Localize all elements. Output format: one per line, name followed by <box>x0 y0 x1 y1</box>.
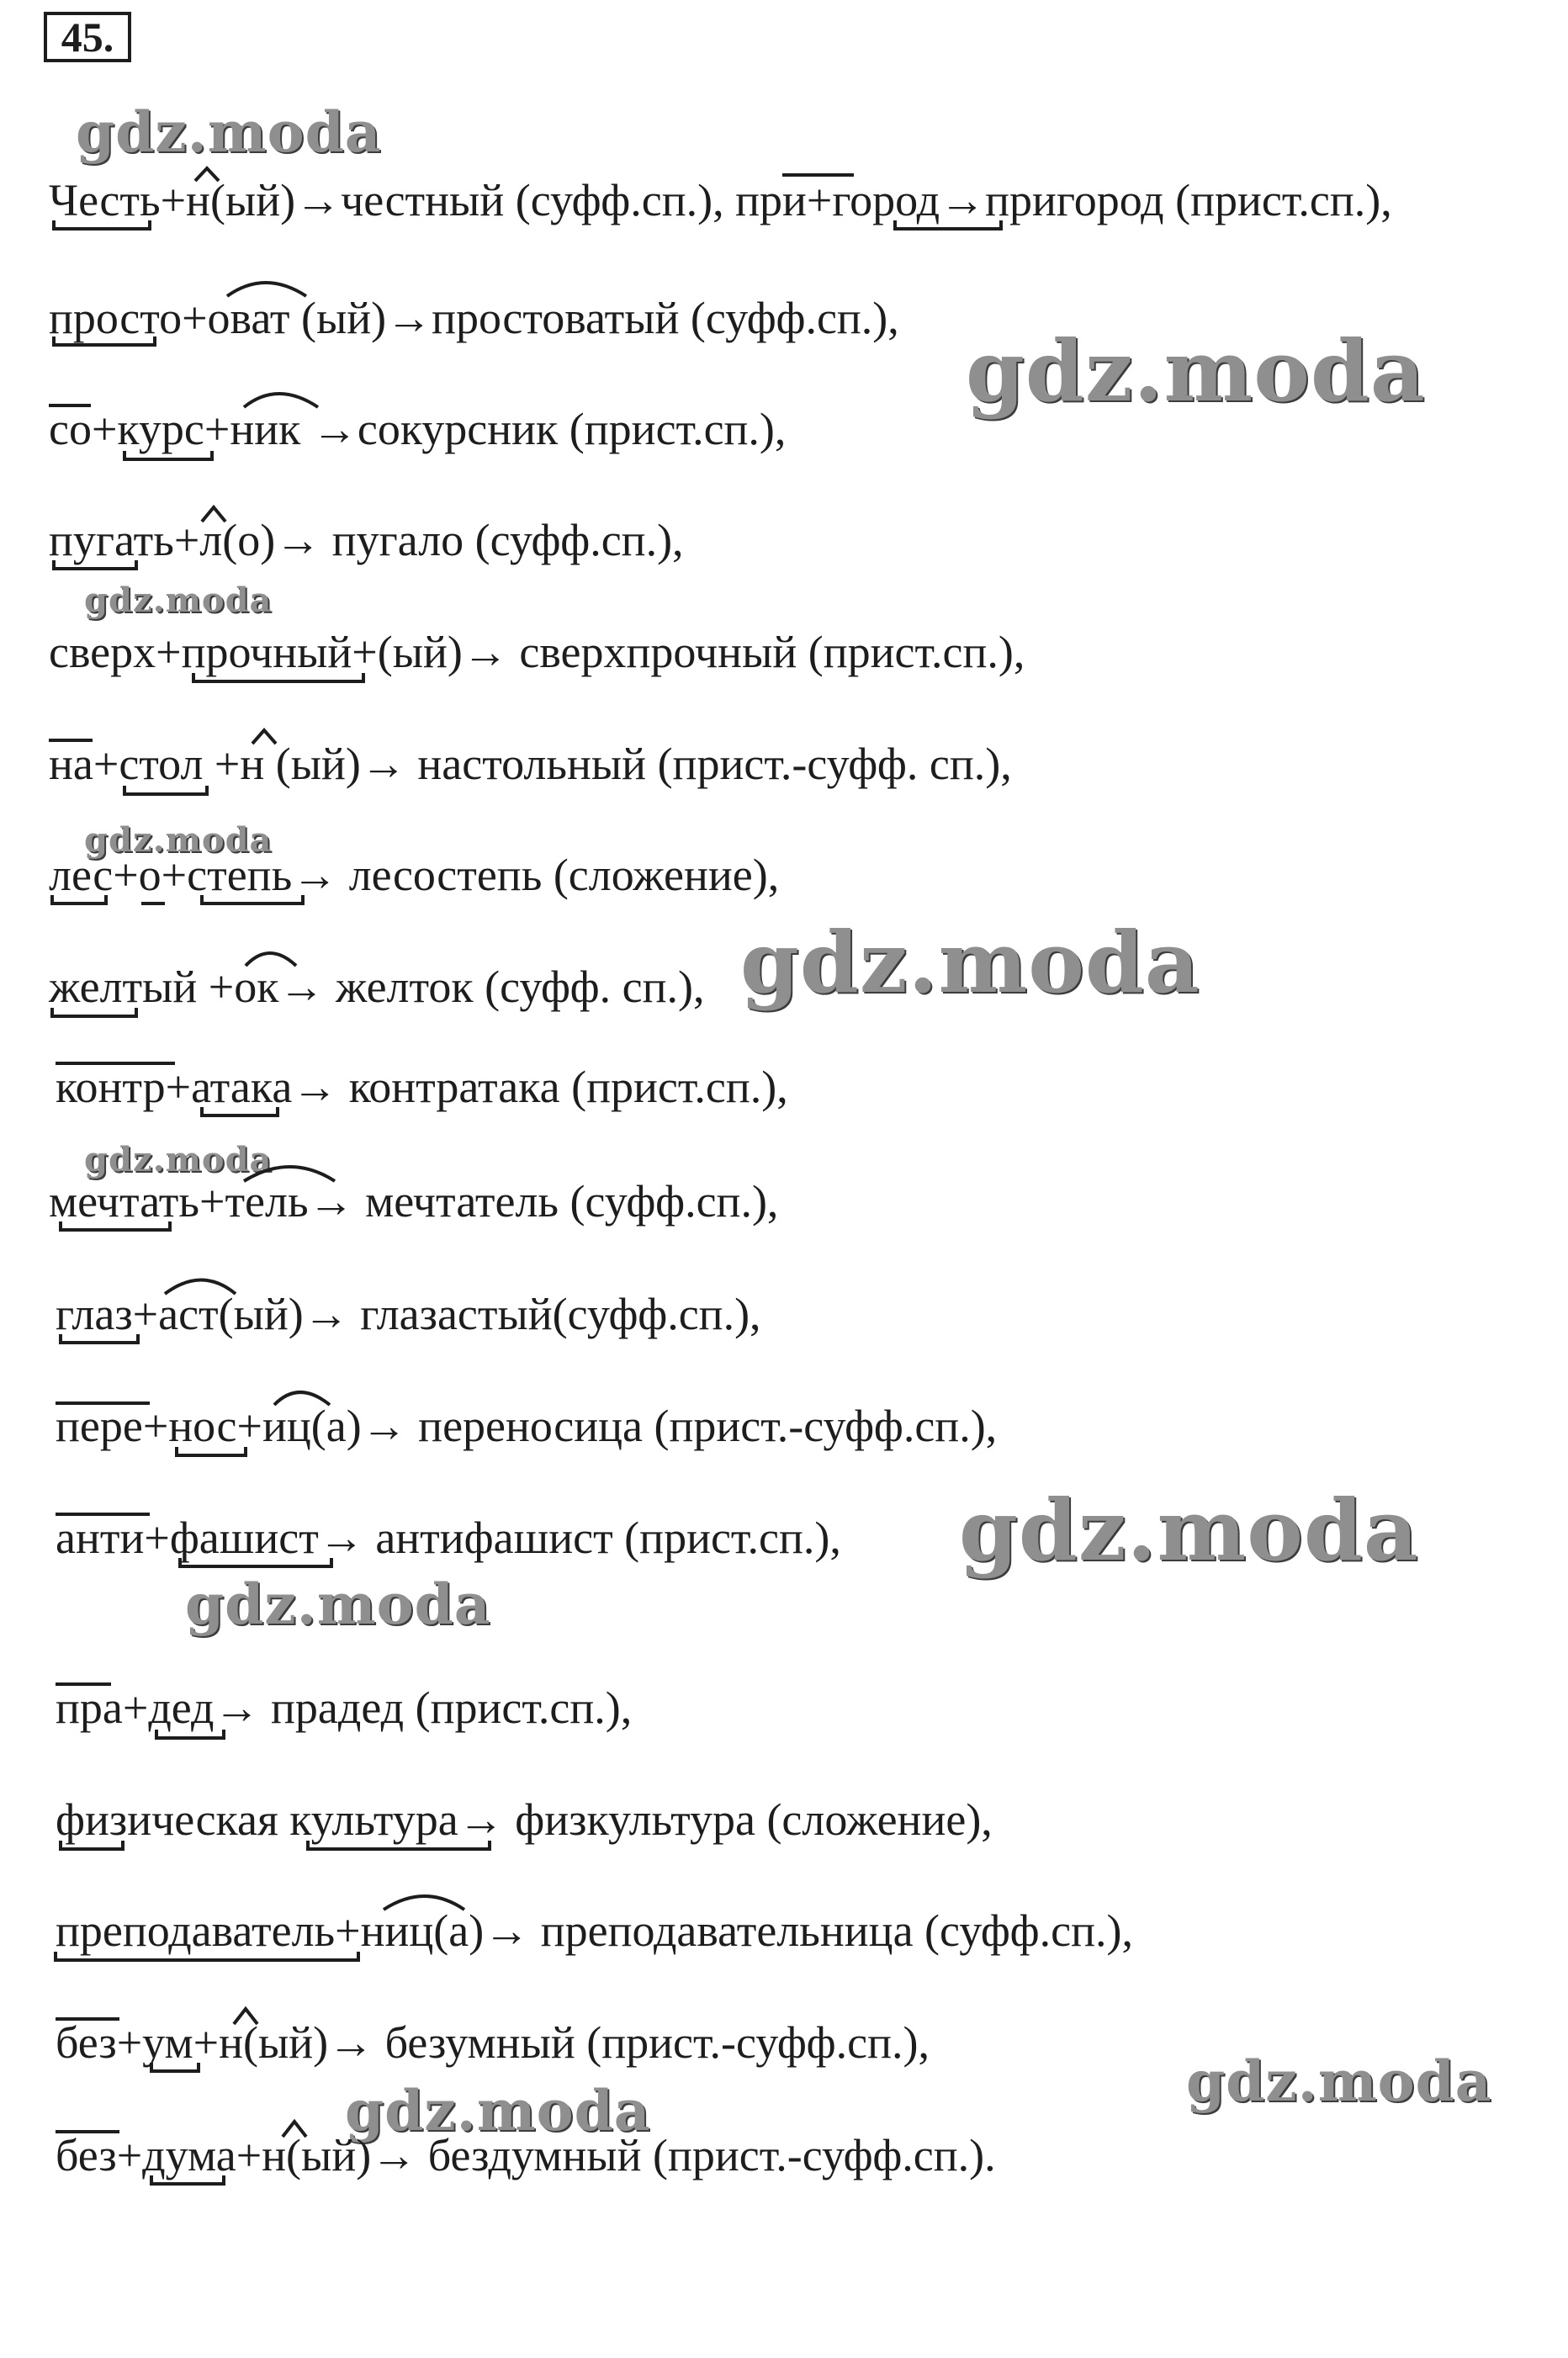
word-formation-line: пра+дед→ прадед (прист.сп.), <box>56 1682 633 1733</box>
watermark: gdz.moda <box>966 321 1426 421</box>
word-formation-line: пере+нос+иц(а)→ переносица (прист.-суфф.сп.), <box>56 1401 998 1451</box>
watermark: gdz.moda <box>84 580 273 620</box>
word-formation-line: мечтать+тель→ мечтатель (суфф.сп.), <box>49 1176 779 1227</box>
watermark: gdz.moda <box>959 1481 1419 1580</box>
word-formation-line: преподаватель+ниц(а)→ преподавательница (суфф.сп.), <box>56 1905 1133 1956</box>
word-formation-line: сверх+прочный+(ый)→ сверхпрочный (прист.сп.), <box>49 627 1025 677</box>
watermark: gdz.moda <box>84 820 273 860</box>
word-formation-line: пугать+л(о)→ пугало (суфф.сп.), <box>49 515 684 565</box>
watermark: gdz.moda <box>740 913 1200 1012</box>
word-formation-line: на+стол +н (ый)→ настольный (прист.-суфф. сп.), <box>49 739 1012 789</box>
word-formation-line: анти+фашист→ антифашист (прист.сп.), <box>56 1513 841 1563</box>
watermark: gdz.moda <box>76 99 382 165</box>
word-formation-line: без+ум+н(ый)→ безумный (прист.-суфф.сп.), <box>56 2017 930 2068</box>
watermark: gdz.moda <box>185 1571 491 1637</box>
word-formation-line: лес+о+степь→ лесостепь (сложение), <box>49 850 780 900</box>
word-formation-line: без+дума+н(ый)→ бездумный (прист.-суфф.сп.). <box>56 2130 996 2180</box>
watermark: gdz.moda <box>1186 2048 1492 2114</box>
word-formation-line: глаз+аст(ый)→ глазастый(суфф.сп.), <box>56 1289 761 1339</box>
word-formation-line: со+курс+ник →сокурсник (прист.сп.), <box>49 404 787 454</box>
word-formation-line: физическая культура→ физкультура (сложение), <box>56 1794 993 1845</box>
word-formation-line: желтый +ок→ желток (суфф. сп.), <box>49 962 705 1012</box>
word-formation-line: Честь+н(ый)→честный (суфф.сп.), при+город→пригород (прист.сп.), <box>49 175 1392 225</box>
watermark: gdz.moda <box>345 2078 651 2143</box>
word-formation-line: контр+атака→ контратака (прист.сп.), <box>56 1062 788 1112</box>
word-formation-line: просто+оват (ый)→простоватый (суфф.сп.), <box>49 293 899 343</box>
exercise-number: 45. <box>44 12 131 62</box>
watermark: gdz.moda <box>84 1140 273 1179</box>
